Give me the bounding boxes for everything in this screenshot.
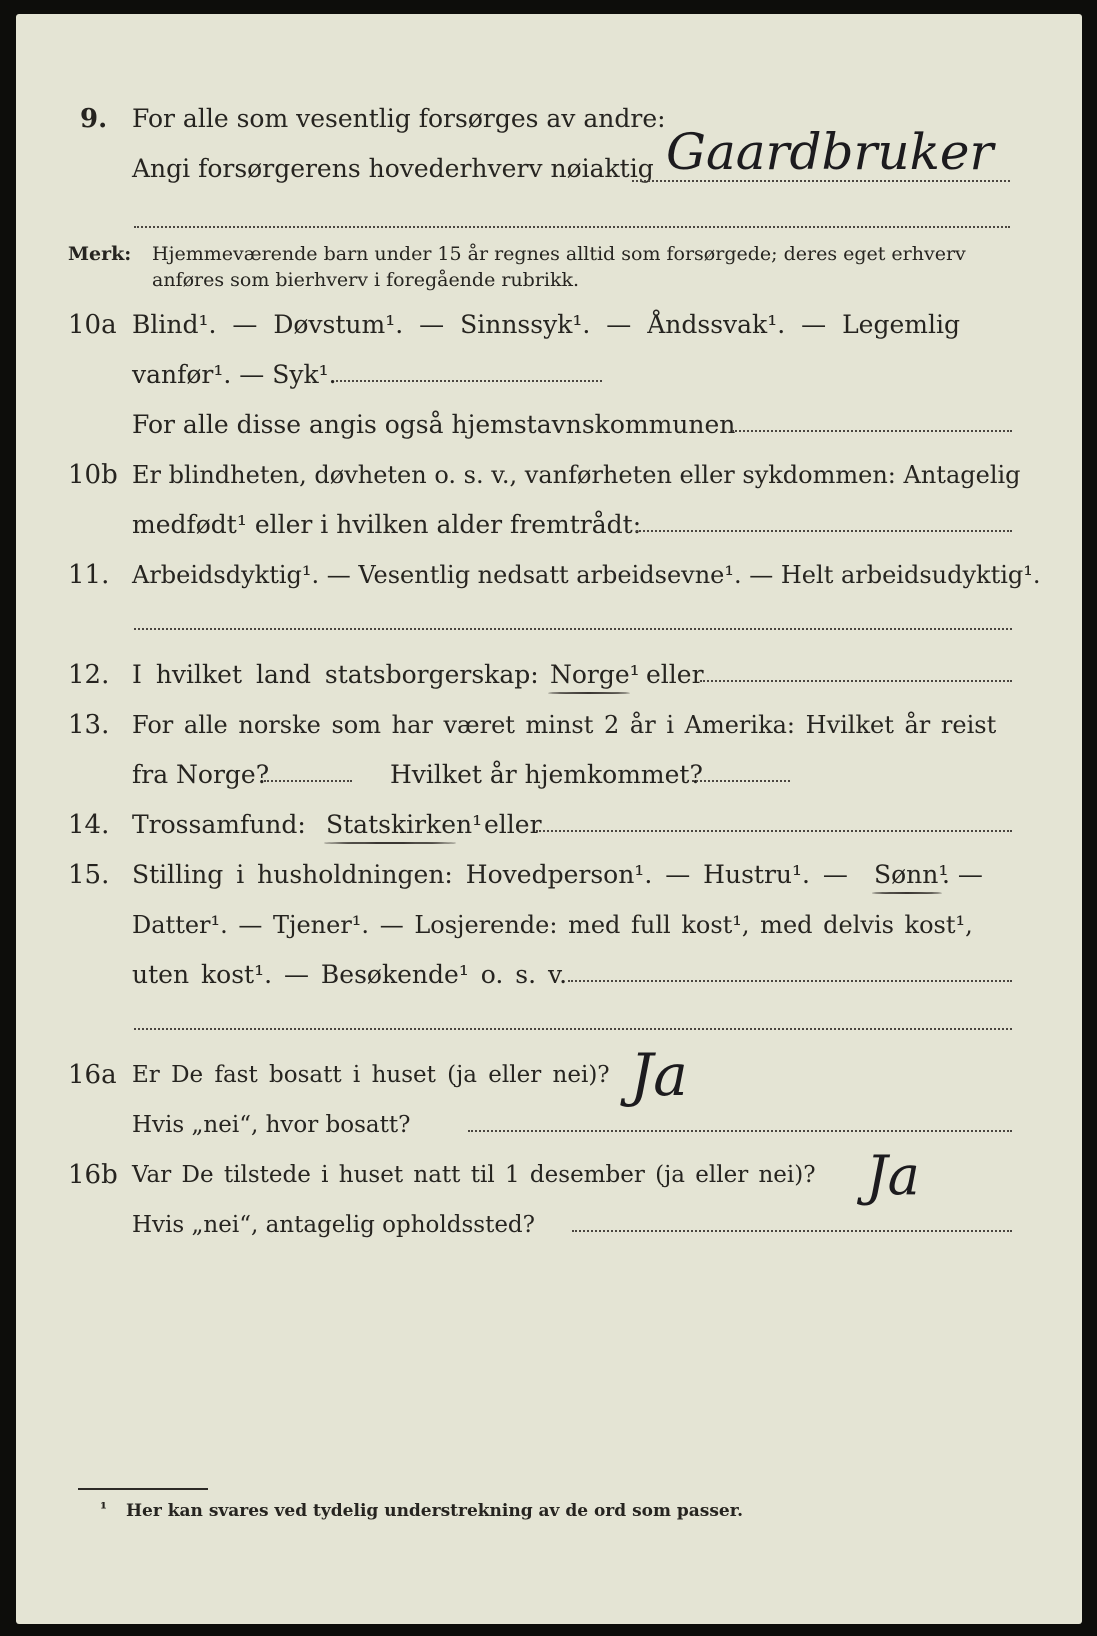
merk-line1: Hjemmeværende barn under 15 år regnes alltid som forsørgede; deres eget erhverv — [152, 243, 966, 265]
q12-number: 12. — [68, 660, 110, 690]
q9-handwritten-answer: Gaardbruker — [666, 123, 994, 181]
q14-underline-mark — [324, 842, 456, 844]
q16b-number: 16b — [68, 1160, 118, 1190]
q9-line1: For alle som vesentlig forsørges av andre: — [132, 104, 666, 133]
q13-hjemkommet-line — [692, 780, 790, 782]
q16b-line2: Hvis „nei“, antagelig opholdssted? — [132, 1212, 535, 1238]
q16b-handwritten-answer: Ja — [866, 1144, 920, 1207]
q15-line3: uten kost¹. — Besøkende¹ o. s. v. — [132, 960, 568, 989]
q10a-number: 10a — [68, 310, 117, 340]
q14-prefix: Trossamfund: — [132, 810, 306, 839]
merk-label: Merk: — [68, 243, 132, 265]
q16a-answer-line — [468, 1130, 1012, 1132]
q14-underlined-choice: Statskirken¹ — [326, 810, 483, 839]
q11-answer-line — [134, 628, 1012, 630]
q15-underline-mark — [872, 892, 942, 894]
q10a-syk-line — [336, 380, 602, 382]
q14-answer-line — [536, 830, 1012, 832]
q10a-line2: vanfør¹. — Syk¹. — [132, 360, 337, 389]
q13-reist-line — [264, 780, 352, 782]
q15-answer-line — [568, 980, 1012, 982]
census-form-sheet — [16, 14, 1082, 1624]
q10b-line1: Er blindheten, døvheten o. s. v., vanførheten eller sykdommen: Antagelig — [132, 461, 1021, 489]
q10b-number: 10b — [68, 460, 118, 490]
q12-suffix: eller — [646, 660, 704, 689]
q9-number: 9. — [80, 104, 108, 134]
footnote-rule — [78, 1488, 208, 1490]
q13-line2a: fra Norge? — [132, 760, 270, 789]
q13-number: 13. — [68, 710, 110, 740]
footnote-text: Her kan svares ved tydelig understrekning av de ord som passer. — [126, 1501, 744, 1521]
q16a-handwritten-answer: Ja — [630, 1041, 688, 1109]
q10a-line1: Blind¹. — Døvstum¹. — Sinnssyk¹. — Åndssvak¹. — Legemlig — [132, 310, 960, 339]
q14-number: 14. — [68, 810, 110, 840]
q16a-line1: Er De fast bosatt i huset (ja eller nei)? — [132, 1062, 610, 1088]
q9-extra-line — [134, 226, 1010, 228]
q15-number: 15. — [68, 860, 110, 890]
q15-extra-line — [134, 1028, 1012, 1030]
q10a-hjemstavn-line — [732, 430, 1012, 432]
q15-line1c: . — — [942, 860, 983, 889]
q11-line1: Arbeidsdyktig¹. — Vesentlig nedsatt arbeidsevne¹. — Helt arbeidsudyktig¹. — [132, 561, 1041, 589]
q12-underlined-choice: Norge¹ — [550, 660, 640, 689]
q10a-line3: For alle disse angis også hjemstavnskommunen — [132, 410, 736, 439]
q11-number: 11. — [68, 560, 110, 590]
q16a-line2: Hvis „nei“, hvor bosatt? — [132, 1112, 411, 1138]
q9-line2: Angi forsørgerens hovederhverv nøiaktig — [132, 154, 654, 183]
q12-underline-mark — [548, 692, 630, 694]
q14-suffix: eller — [484, 810, 542, 839]
q16b-line1: Var De tilstede i huset natt til 1 desember (ja eller nei)? — [132, 1162, 816, 1188]
q15-line2: Datter¹. — Tjener¹. — Losjerende: med full kost¹, med delvis kost¹, — [132, 911, 973, 939]
q12-answer-line — [700, 680, 1012, 682]
q12-prefix: I hvilket land statsborgerskap: — [132, 660, 539, 689]
q15-line1a: Stilling i husholdningen: Hovedperson¹. — Hustru¹. — — [132, 860, 848, 889]
q10b-answer-line — [636, 530, 1012, 532]
q16b-answer-line — [572, 1230, 1012, 1232]
q13-line1: For alle norske som har været minst 2 år i Amerika: Hvilket år reist — [132, 711, 997, 739]
footnote-mark: ¹ — [100, 1499, 108, 1518]
merk-line2: anføres som bierhverv i foregående rubrikk. — [152, 269, 580, 291]
q15-underlined-choice: Sønn¹ — [874, 860, 949, 889]
q13-line2b: Hvilket år hjemkommet? — [390, 760, 703, 789]
q16a-number: 16a — [68, 1060, 117, 1090]
q10b-line2: medfødt¹ eller i hvilken alder fremtrådt: — [132, 510, 642, 539]
